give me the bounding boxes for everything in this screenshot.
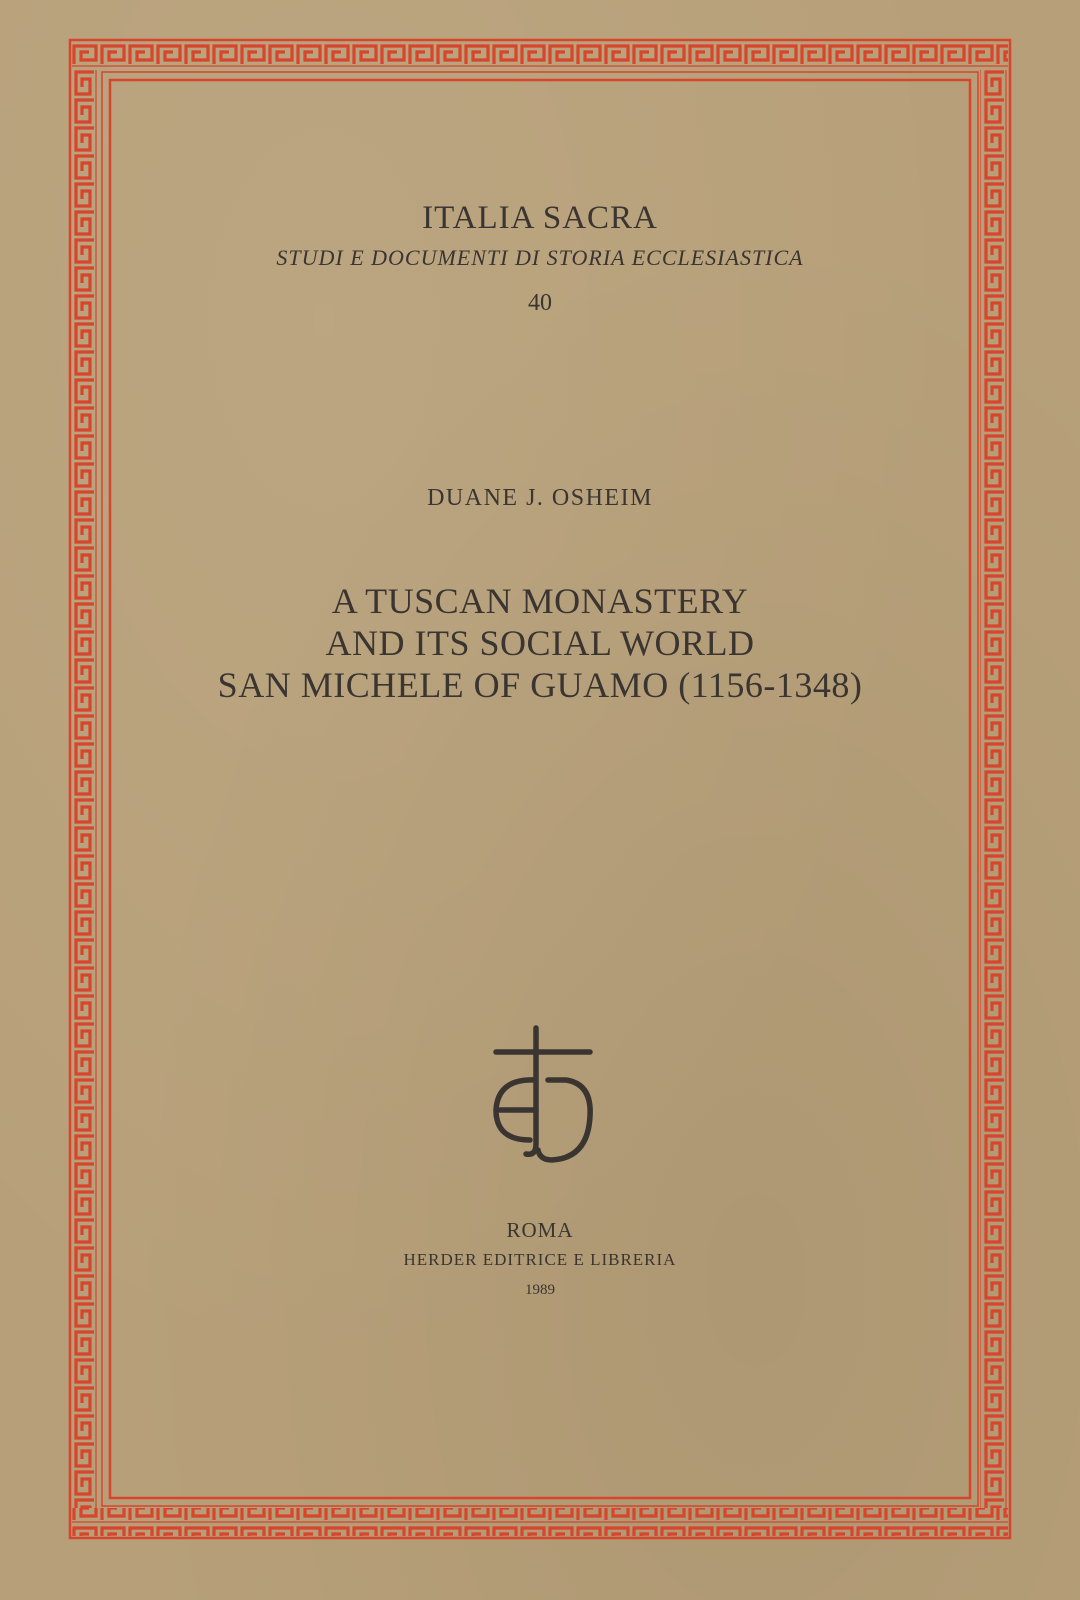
series-title: ITALIA SACRA: [422, 200, 658, 236]
publisher-logo-icon: [486, 1024, 602, 1170]
book-title-line-1: A TUSCAN MONASTERY: [331, 581, 749, 621]
publication-year: 1989: [525, 1282, 555, 1298]
author-name: DUANE J. OSHEIM: [427, 485, 653, 511]
series-subtitle: STUDI E DOCUMENTI DI STORIA ECCLESIASTICA: [276, 245, 804, 270]
book-title-line-2: AND ITS SOCIAL WORLD: [325, 623, 755, 663]
publisher-place: ROMA: [506, 1218, 574, 1242]
book-title: [0, 580, 1080, 706]
series-number: 40: [528, 290, 552, 316]
book-title-line-3: SAN MICHELE OF GUAMO (1156-1348): [217, 665, 863, 705]
publisher-name: HERDER EDITRICE E LIBRERIA: [403, 1250, 677, 1269]
